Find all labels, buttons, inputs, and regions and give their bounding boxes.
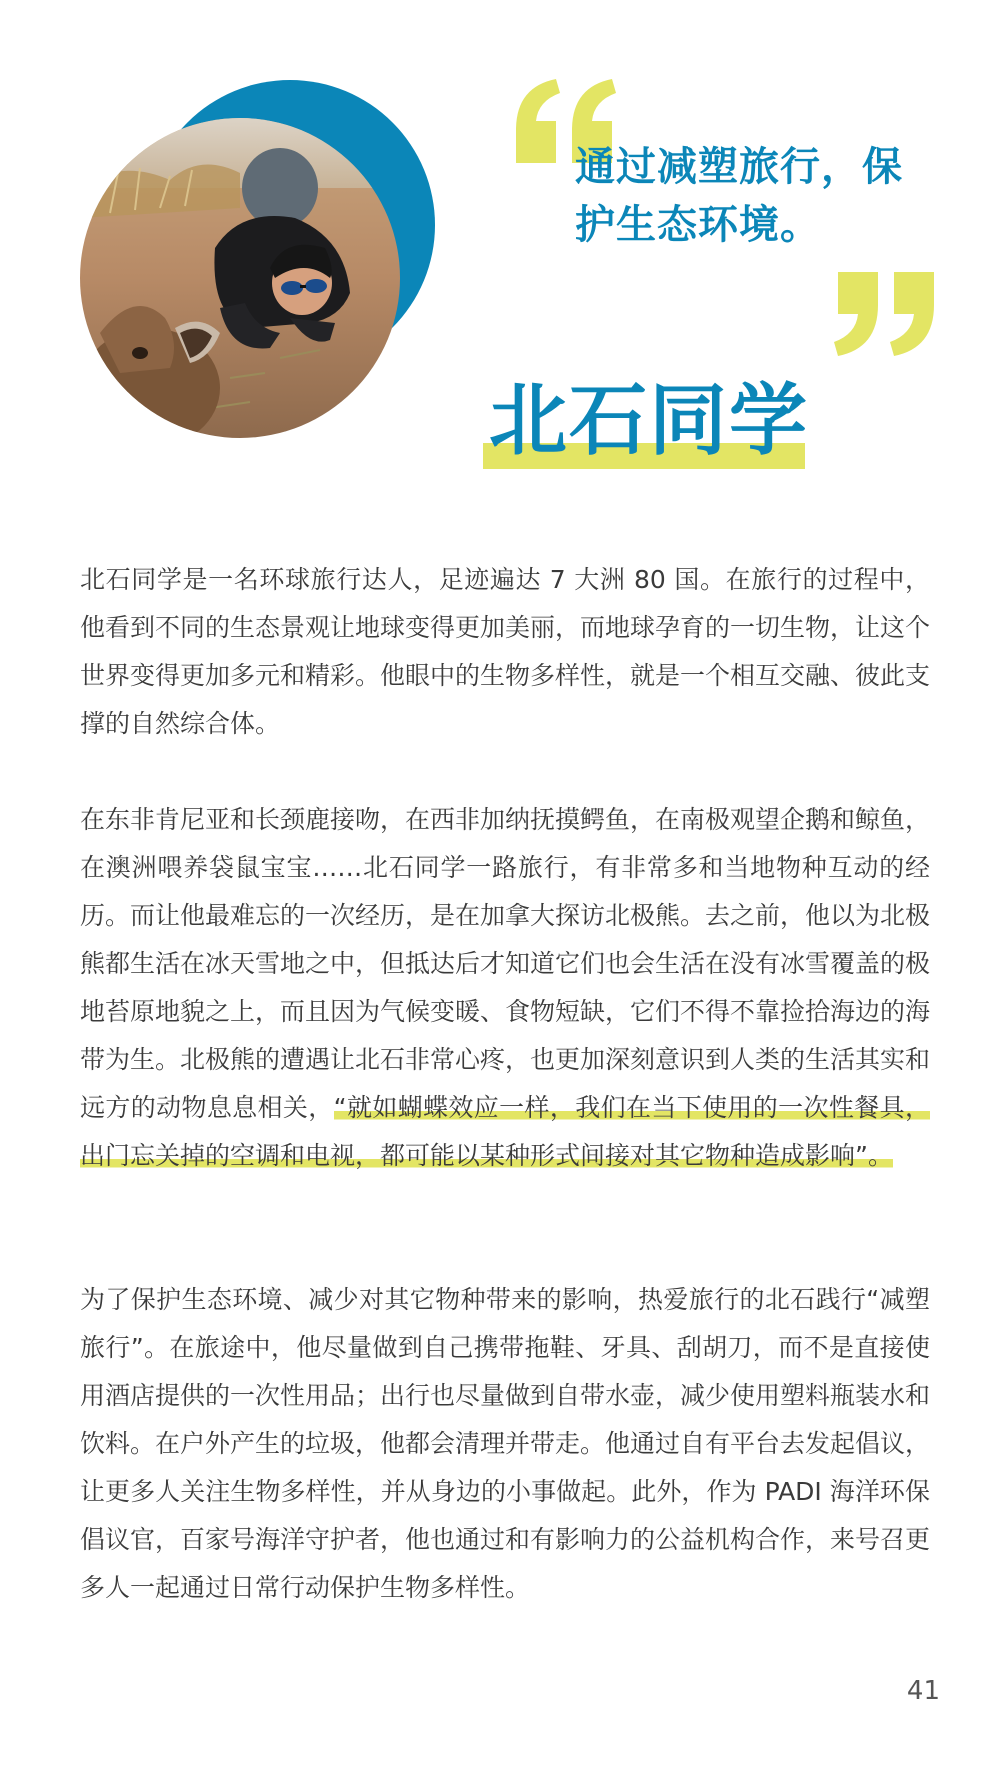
pull-quote-line-1: 通过减塑旅行，保	[575, 144, 903, 190]
paragraph-intro: 北石同学是一名环球旅行达人，足迹遍达 7 大洲 80 国。在旅行的过程中，他看到不同的生态景观让地球变得更加美丽，而地球孕育的一切生物，让这个世界变得更加多元和精彩。他眼中的生物多样性，就是一个相互交融、彼此支撑的自然综合体。	[80, 565, 931, 738]
pull-quote	[575, 138, 945, 254]
page-number: 41	[906, 1676, 940, 1706]
paragraph-action: 为了保护生态环境、减少对其它物种带来的影响，热爱旅行的北石践行“减塑旅行”。在旅途中，他尽量做到自己携带拖鞋、牙具、刮胡刀，而不是直接使用酒店提供的一次性用品；出行也尽量做到自带水壶，减少使用塑料瓶装水和饮料。在户外产生的垃圾，他都会清理并带走。他通过自有平台去发起倡议，让更多人关注生物多样性，并从身边的小事做起。此外，作为 PADI 海洋环保倡议官，百家号海洋守护者，他也通过和有影响力的公益机构合作，来号召更多人一起通过日常行动保护生物多样性。	[80, 1285, 931, 1602]
quote-close-icon	[830, 270, 940, 360]
pull-quote-line-2: 护生态环境。	[575, 202, 821, 248]
portrait-photo-icon	[80, 118, 400, 438]
paragraph-experience-text: 在东非肯尼亚和长颈鹿接吻，在西非加纳抚摸鳄鱼，在南极观望企鹅和鲸鱼，在澳洲喂养袋鼠宝宝……北石同学一路旅行，有非常多和当地物种互动的经历。而让他最难忘的一次经历，是在加拿大探访北极熊。去之前，他以为北极熊都生活在冰天雪地之中，但抵达后才知道它们也会生活在没有冰雪覆盖的极地苔原地貌之上，而且因为气候变暖、食物短缺，它们不得不靠捡拾海边的海带为生。北极熊的遭遇让北石非常心疼，也更加深刻意识到人类的生活其实和远方的动物息息相关，	[80, 805, 931, 1122]
person-name-heading	[483, 375, 818, 475]
person-name: 北石同学	[489, 376, 810, 466]
highlighted-quote: “就如蝴蝶效应一样，我们在当下使用的一次性餐具，出门忘关掉的空调和电视，都可能以某种形式间接对其它物种造成影响”。	[80, 1093, 930, 1170]
paragraph-experience	[80, 796, 930, 1180]
profile-photo	[80, 118, 400, 438]
profile-photo-group	[75, 80, 435, 440]
